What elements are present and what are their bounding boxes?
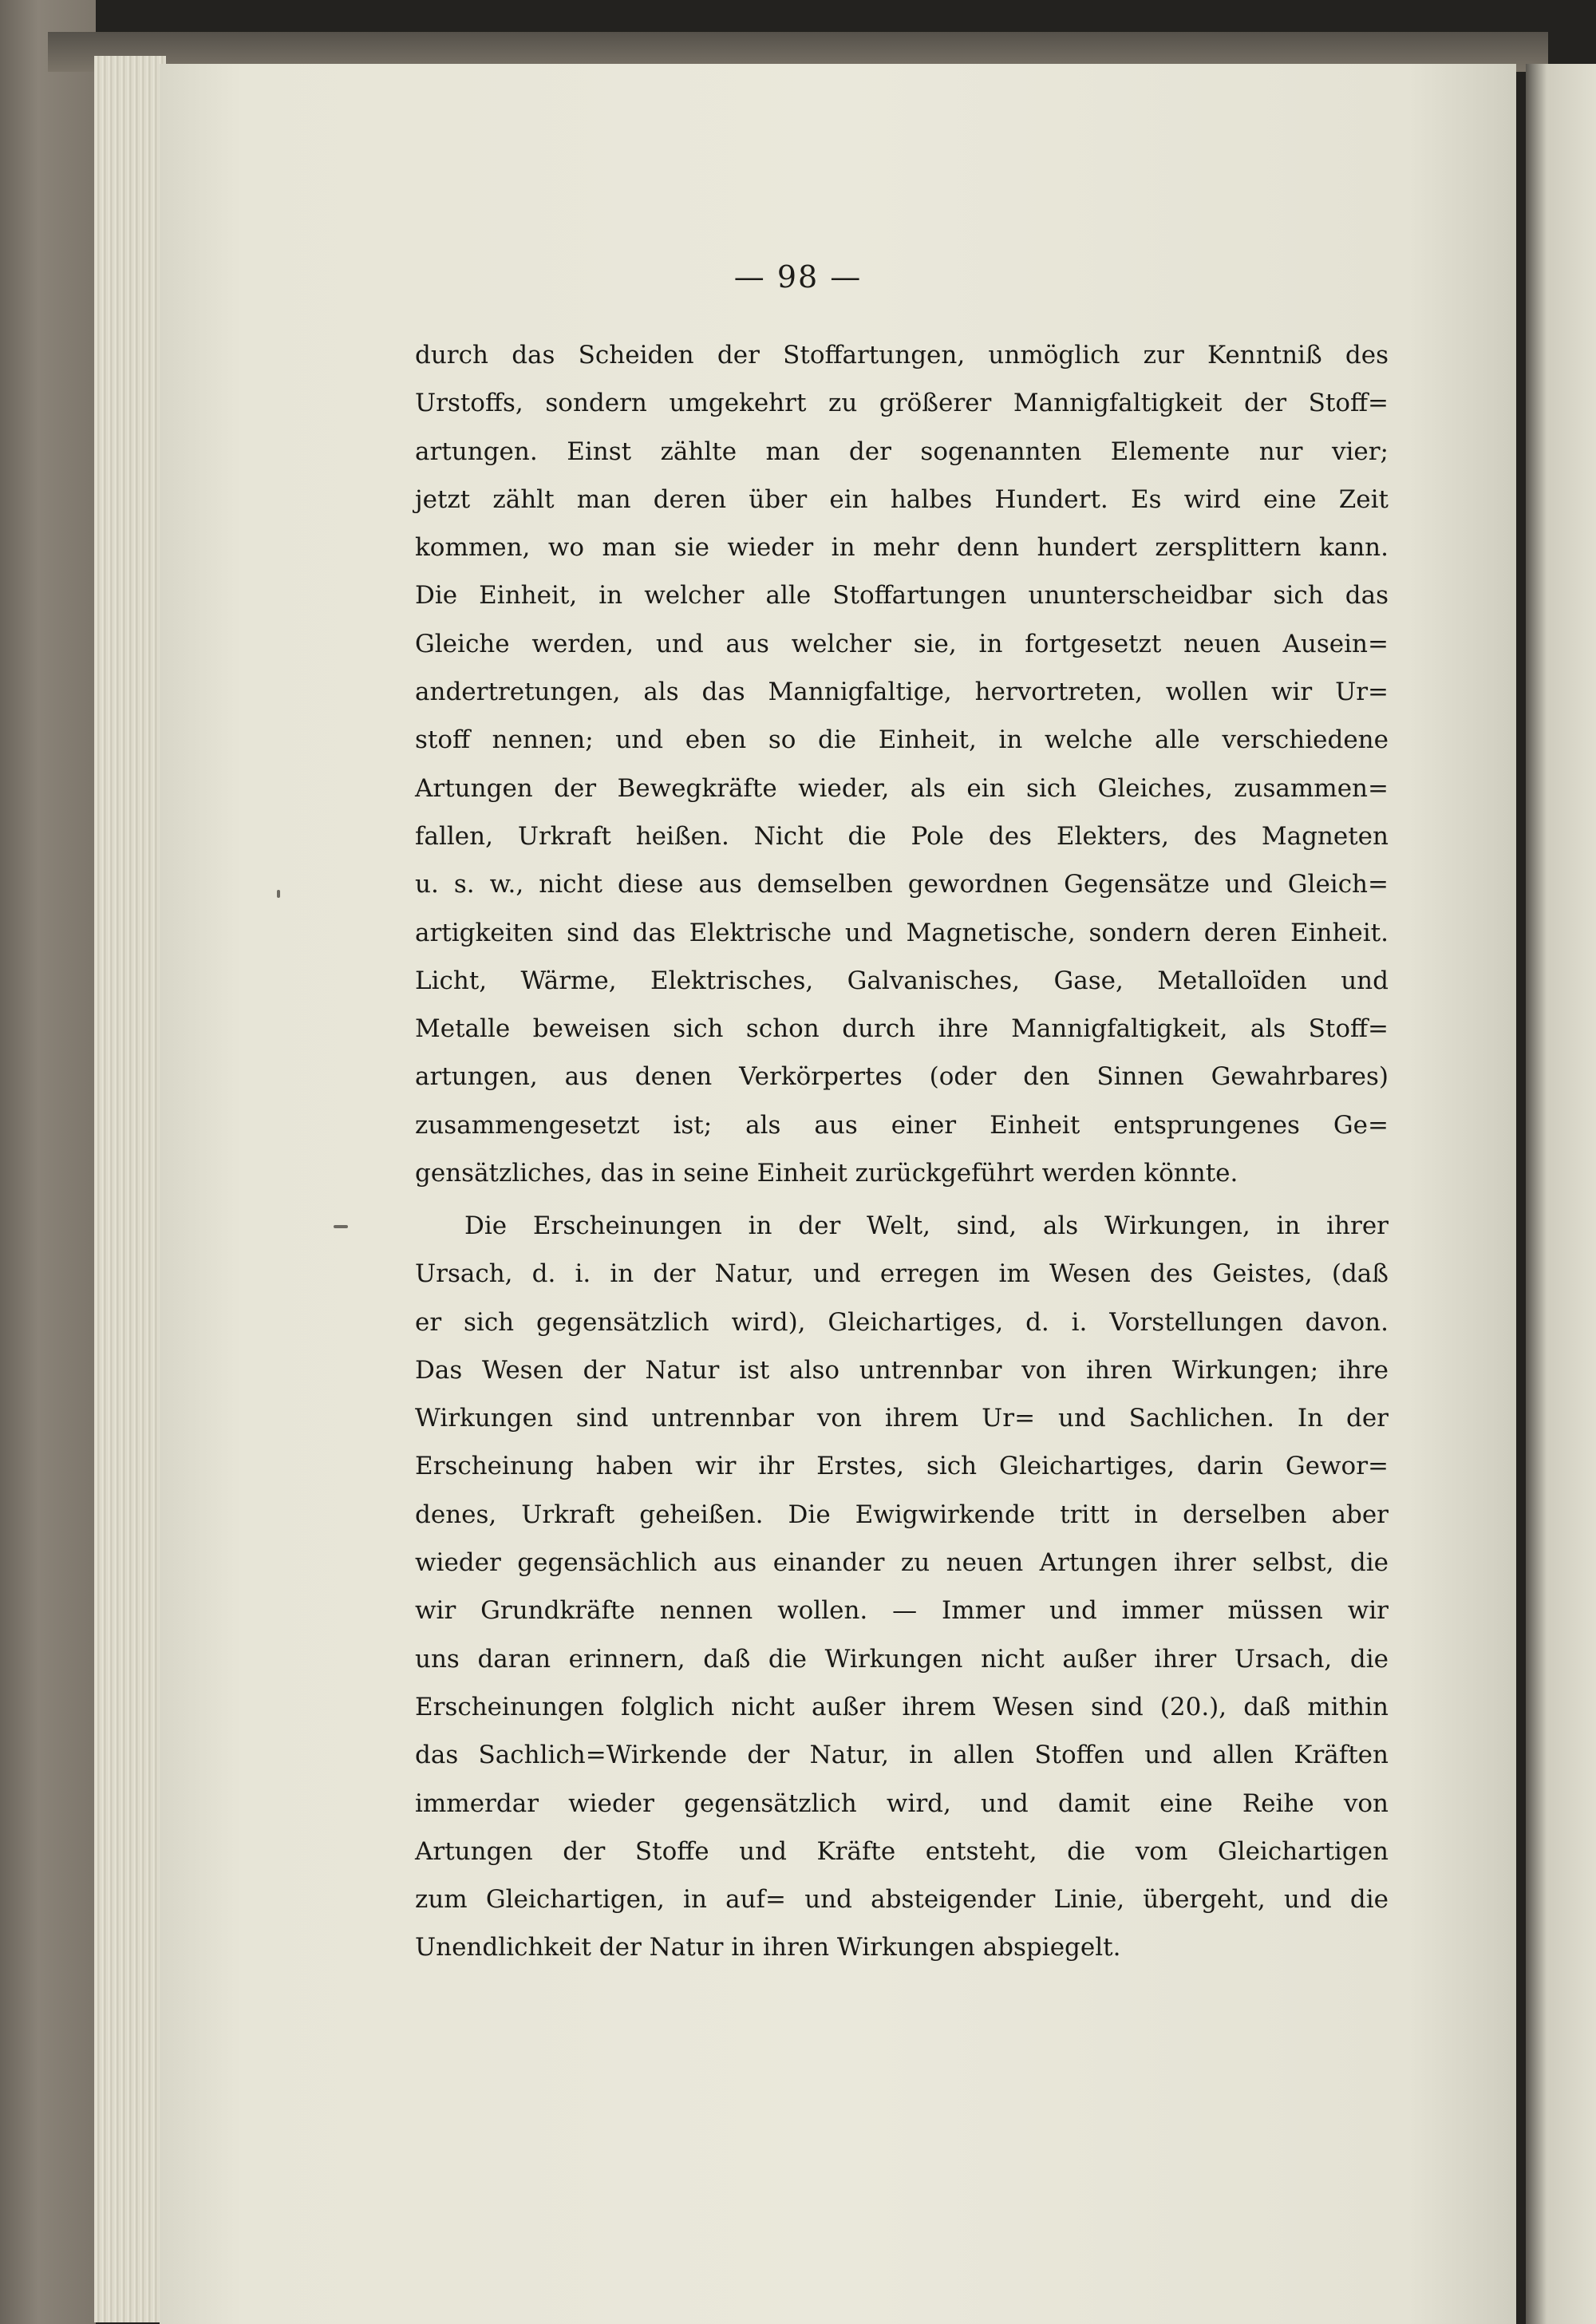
text-line: andertretungen, als das Mannigfaltige, hervortreten, wollen wir Ur=: [415, 678, 1389, 707]
text-line: Licht, Wärme, Elektrisches, Galvanisches, Gase, Metalloïden und: [415, 966, 1389, 995]
text-line: Ursach, d. i. in der Natur, und erregen im Wesen des Geistes, (daß: [415, 1259, 1389, 1289]
paragraph-1: [415, 331, 1389, 1197]
text-line: Erscheinung haben wir ihr Erstes, sich Gleichartiges, darin Gewor=: [415, 1452, 1389, 1481]
text-line: Gleiche werden, und aus welcher sie, in fortgesetzt neuen Ausein=: [415, 629, 1389, 658]
text-line: stoff nennen; und eben so die Einheit, in welche alle verschiedene: [415, 725, 1389, 755]
text-line: zusammengesetzt ist; als aus einer Einheit entsprungenes Ge=: [415, 1110, 1389, 1140]
text-line: wieder gegensächlich aus einander zu neuen Artungen ihrer selbst, die: [415, 1548, 1389, 1578]
page-number: — 98 —: [733, 259, 863, 294]
text-line: gensätzliches, das in seine Einheit zurückgeführt werden könnte.: [415, 1159, 1238, 1188]
text-line: Wirkungen sind untrennbar von ihrem Ur= und Sachlichen. In der: [415, 1404, 1389, 1433]
book-cover-left: [0, 0, 96, 2324]
text-line: Artungen der Bewegkräfte wieder, als ein sich Gleiches, zusammen=: [415, 773, 1389, 803]
ink-mark: [277, 890, 280, 898]
facing-page-edge: [1526, 64, 1596, 2324]
page-edges: [94, 56, 166, 2322]
text-line: Die Erscheinungen in der Welt, sind, als Wirkungen, in ihrer: [464, 1211, 1389, 1240]
text-line: Metalle beweisen sich schon durch ihre Mannigfaltigkeit, als Stoff=: [415, 1014, 1389, 1044]
text-line: das Sachlich=Wirkende der Natur, in allen Stoffen und allen Kräften: [415, 1741, 1389, 1770]
text-line: Das Wesen der Natur ist also untrennbar von ihren Wirkungen; ihre: [415, 1355, 1389, 1385]
text-line: denes, Urkraft geheißen. Die Ewigwirkende tritt in derselben aber: [415, 1500, 1389, 1529]
text-line: wir Grundkräfte nennen wollen. — Immer und immer müssen wir: [415, 1596, 1389, 1626]
text-line: Urstoffs, sondern umgekehrt zu größerer Mannigfaltigkeit der Stoff=: [415, 389, 1389, 418]
text-line: Erscheinungen folglich nicht außer ihrem Wesen sind (20.), daß mithin: [415, 1692, 1389, 1721]
text-line: er sich gegensätzlich wird), Gleichartiges, d. i. Vorstellungen davon.: [415, 1307, 1389, 1337]
ink-mark: [334, 1225, 348, 1228]
text-line: fallen, Urkraft heißen. Nicht die Pole des Elekters, des Magneten: [415, 821, 1389, 851]
text-line: immerdar wieder gegensätzlich wird, und damit eine Reihe von: [415, 1788, 1389, 1818]
text-line: zum Gleichartigen, in auf= und absteigender Linie, übergeht, und die: [415, 1885, 1389, 1915]
text-line: Die Einheit, in welcher alle Stoffartungen ununterscheidbar sich das: [415, 581, 1389, 611]
text-line: artungen, aus denen Verkörpertes (oder den Sinnen Gewahrbares): [415, 1062, 1389, 1092]
text-line: uns daran erinnern, daß die Wirkungen nicht außer ihrer Ursach, die: [415, 1644, 1389, 1674]
paragraph-2: [415, 1202, 1389, 1972]
text-line: u. s. w., nicht diese aus demselben gewordnen Gegensätze und Gleich=: [415, 870, 1389, 899]
text-line: jetzt zählt man deren über ein halbes Hundert. Es wird eine Zeit: [415, 484, 1389, 514]
text-line: artigkeiten sind das Elektrische und Magnetische, sondern deren Einheit.: [415, 918, 1389, 947]
text-line: kommen, wo man sie wieder in mehr denn hundert zersplittern kann.: [415, 533, 1389, 563]
text-line: durch das Scheiden der Stoffartungen, unmöglich zur Kenntniß des: [415, 341, 1389, 370]
text-line: Artungen der Stoffe und Kräfte entsteht, die vom Gleichartigen: [415, 1836, 1389, 1866]
text-line: artungen. Einst zählte man der sogenannten Elemente nur vier;: [415, 437, 1389, 466]
text-line: Unendlichkeit der Natur in ihren Wirkungen abspiegelt.: [415, 1933, 1121, 1962]
